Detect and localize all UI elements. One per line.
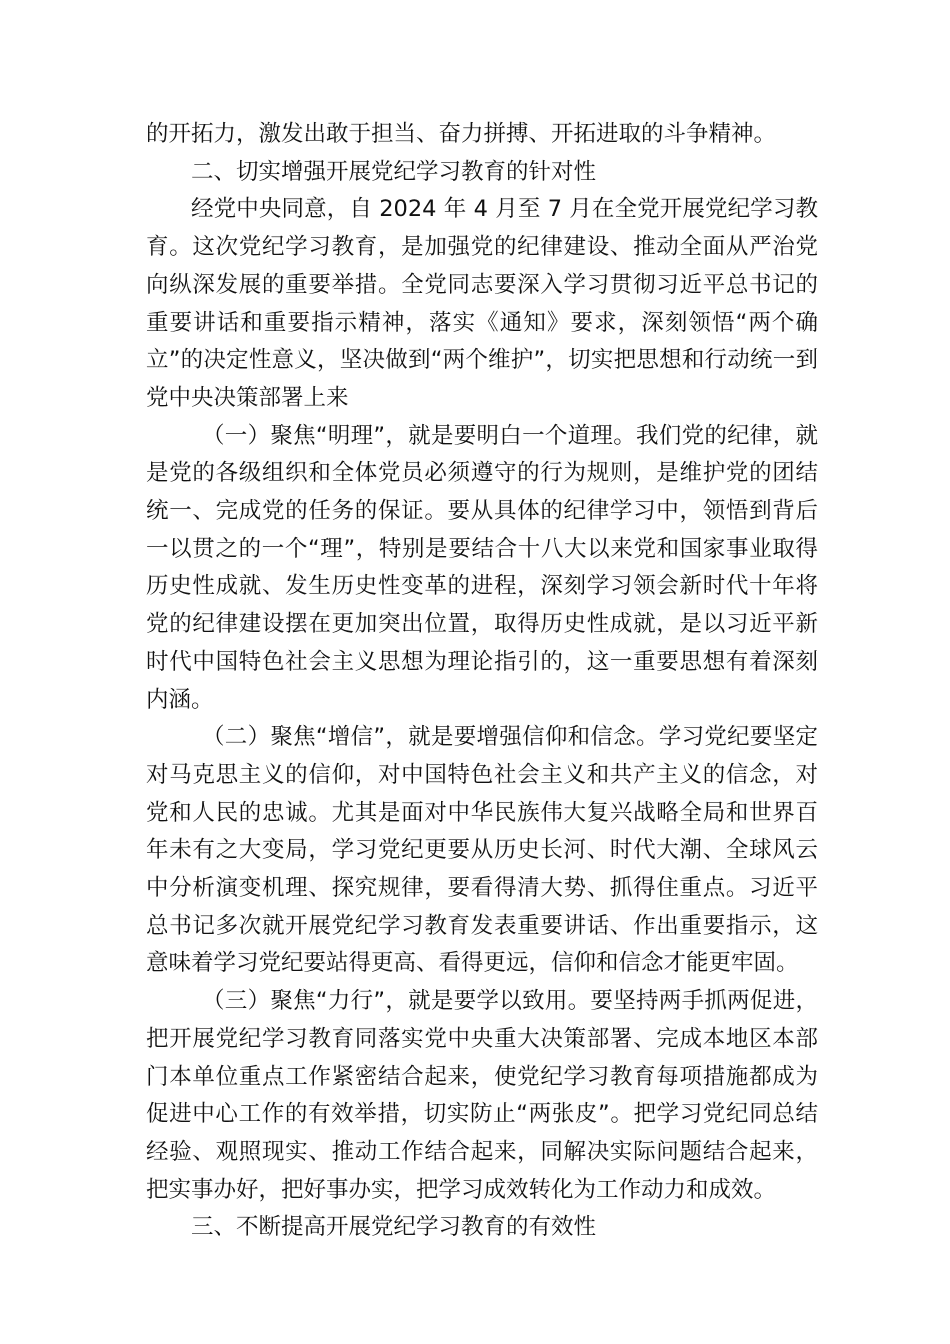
- subsection-one-paragraph: （一）聚焦“明理”，就是要明白一个道理。我们党的纪律，就是党的各级组织和全体党员必须遵守的行为规则，是维护党的团结统一、完成党的任务的保证。要从具体的纪律学习中，领悟到背后一以贯之的一个“理”，特别是要结合十八大以来党和国家事业取得历史性成就、发生历史性变革的进程，深刻学习领会新时代十年将党的纪律建设摆在更加突出位置，取得历史性成就，是以习近平新时代中国特色社会主义思想为理论指引的，这一重要思想有着深刻内涵。: [146, 422, 818, 713]
- subsection-two-paragraph: （二）聚焦“增信”，就是要增强信仰和信念。学习党纪要坚定对马克思主义的信仰，对中国特色社会主义和共产主义的信念，对党和人民的忠诚。尤其是面对中华民族伟大复兴战略全局和世界百年未有之大变局，学习党纪更要从历史长河、时代大潮、全球风云中分析演变机理、探究规律，要看得清大势、抓得住重点。习近平总书记多次就开展党纪学习教育发表重要讲话、作出重要指示，这意味着学习党纪要站得更高、看得更远，信仰和信念才能更牢固。: [146, 724, 818, 977]
- paragraph-body: 经党中央同意，自 2024 年 4 月至 7 月在全党开展党纪学习教育。这次党纪学习教育，是加强党的纪律建设、推动全面从严治党向纵深发展的重要举措。全党同志要深入学习贯彻习近平总书记的重要讲话和重要指示精神，落实《通知》要求，深刻领悟“两个确立”的决定性意义，坚决做到“两个维护”，切实把思想和行动统一到党中央决策部署上来: [146, 196, 818, 411]
- document-page: [146, 116, 818, 1247]
- subsection-three-paragraph: （三）聚焦“力行”，就是要学以致用。要坚持两手抓两促进，把开展党纪学习教育同落实党中央重大决策部署、完成本地区本部门本单位重点工作紧密结合起来，使党纪学习教育每项措施都成为促进中心工作的有效举措，切实防止“两张皮”。把学习党纪同总结经验、观照现实、推动工作结合起来，同解决实际问题结合起来，把实事办好，把好事办实，把学习成效转化为工作动力和成效。: [146, 988, 818, 1203]
- section-heading-two: 二、切实增强开展党纪学习教育的针对性: [191, 158, 597, 185]
- paragraph-continuation: 的开拓力，激发出敢于担当、奋力拼搏、开拓进取的斗争精神。: [146, 121, 777, 147]
- section-heading-three: 三、不断提高开展党纪学习教育的有效性: [191, 1214, 597, 1241]
